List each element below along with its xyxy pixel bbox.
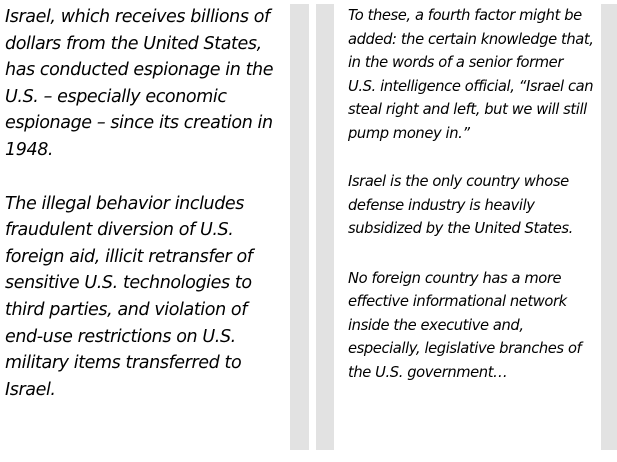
divider-bar-right (601, 4, 617, 450)
left-text-column (5, 4, 288, 403)
right-paragraph-fourth-factor: To these, a fourth factor might be added: the certain knowledge that, in the words of a senior former U.S. intelligence official, “Israel can steal right and left, but we will still pump money in.” (348, 7, 594, 142)
right-paragraph-informational-network: No foreign country has a more effective informational network inside the executive and, especially, legislative branches of the U.S. government… (348, 269, 582, 381)
divider-bar-left (290, 4, 309, 450)
divider-bar-center (316, 4, 334, 450)
left-paragraph-illegal-behavior: The illegal behavior includes fraudulent diversion of U.S. foreign aid, illicit retransfer of sensitive U.S. technologies to third parties, and violation of end-use restrictions on U.S. military items transferred to Israel. (5, 193, 253, 400)
right-text-column (348, 4, 594, 384)
right-paragraph-defense-industry: Israel is the only country whose defense industry is heavily subsidized by the United States. (348, 173, 573, 237)
left-paragraph-espionage: Israel, which receives billions of dollars from the United States, has conducted espionage in the U.S. – especially economic espionage – since its creation in 1948. (5, 7, 274, 160)
